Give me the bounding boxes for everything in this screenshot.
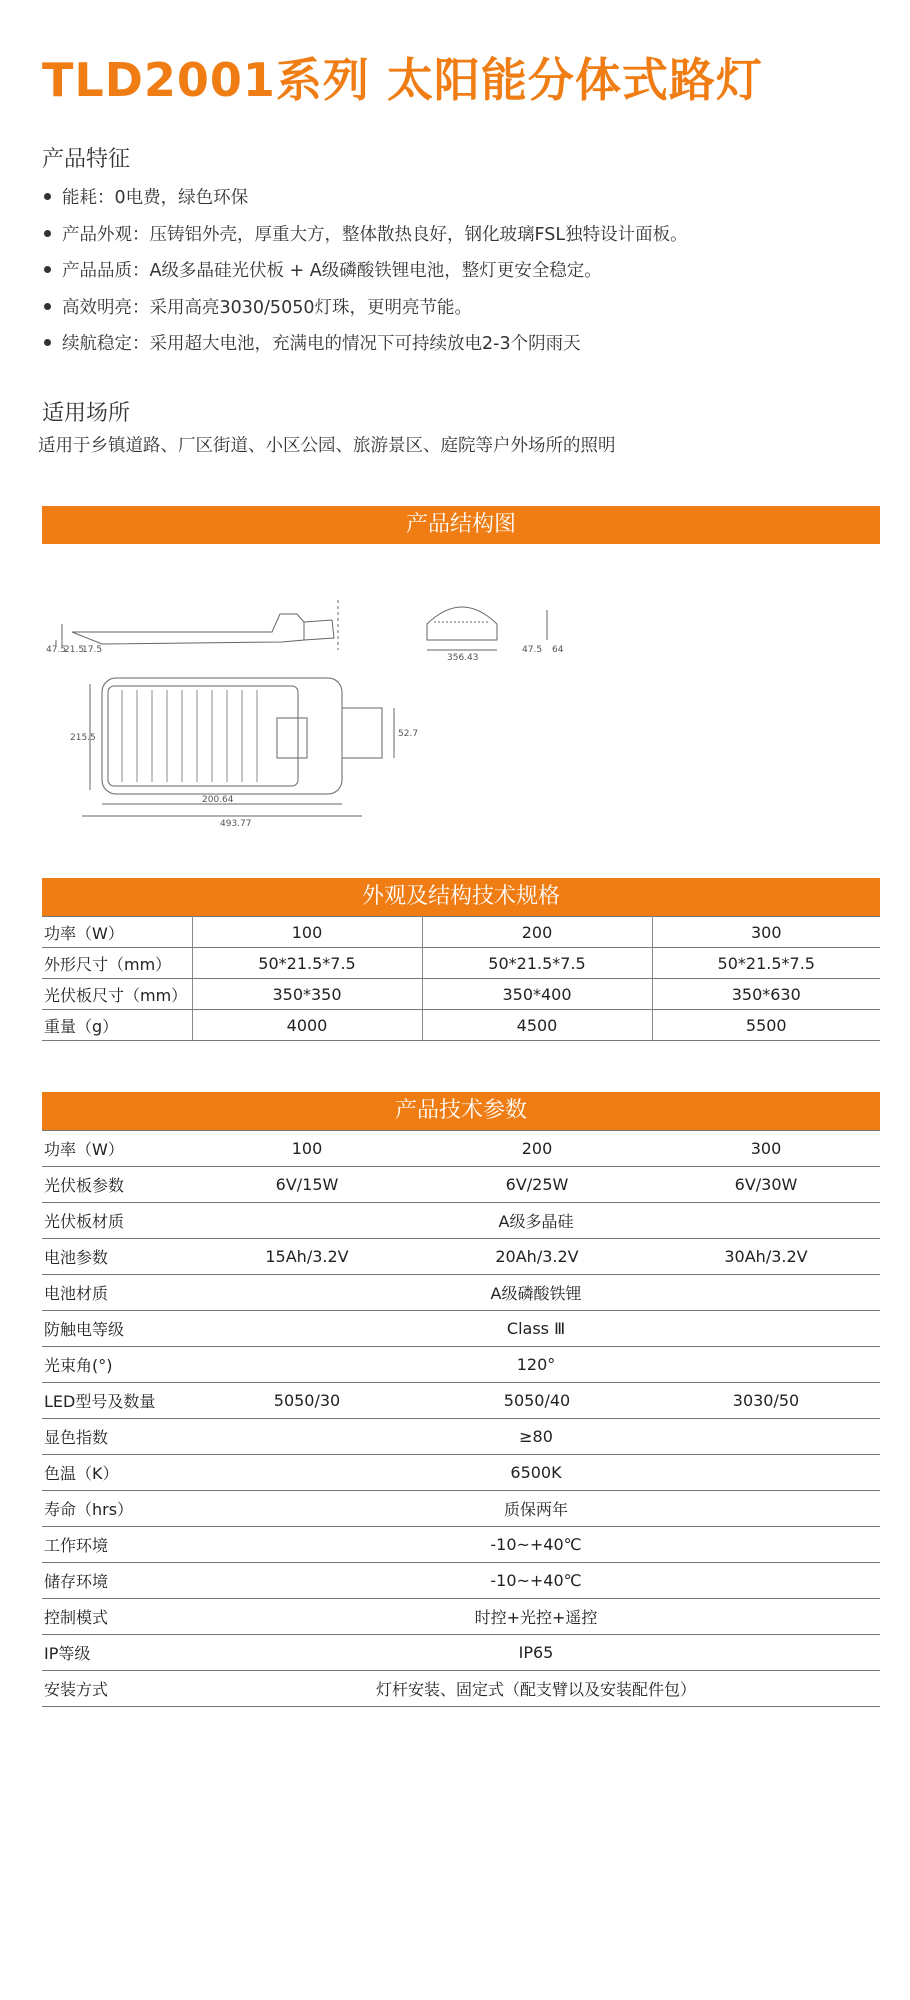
top-view-arm: [342, 708, 382, 758]
dim-label: 52.7: [398, 729, 419, 739]
row-label: 安装方式: [42, 1671, 192, 1707]
table-cell: 质保两年: [192, 1491, 880, 1527]
table-row: [42, 1010, 880, 1041]
table-cell: 100: [192, 1131, 422, 1167]
dim-label: 215.5: [70, 733, 96, 743]
spec1-table: [42, 916, 880, 1041]
table-cell: 120°: [192, 1347, 880, 1383]
dim-label: 17.5: [82, 645, 103, 655]
table-cell: 15Ah/3.2V: [192, 1239, 422, 1275]
feature-item: 能耗：0电费，绿色环保: [42, 180, 688, 217]
table-row: [42, 1275, 880, 1311]
table-cell: -10~+40℃: [192, 1527, 880, 1563]
bullet-icon: [44, 339, 51, 346]
usage-text: 适用于乡镇道路、厂区街道、小区公园、旅游景区、庭院等户外场所的照明: [38, 436, 616, 456]
dim-label: 493.77: [220, 819, 252, 829]
row-label: 光束角(°): [42, 1347, 192, 1383]
table-row: [42, 1635, 880, 1671]
page-title: TLD2001系列 太阳能分体式路灯: [42, 53, 763, 107]
table-cell: 350*350: [192, 979, 422, 1010]
dim-label: 200.64: [202, 795, 234, 805]
feature-item: 产品品质：A级多晶硅光伏板 + A级磷酸铁锂电池，整灯更安全稳定。: [42, 253, 688, 290]
bullet-icon: [44, 303, 51, 310]
table-cell: A级多晶硅: [192, 1203, 880, 1239]
spec1-bar: 外观及结构技术规格: [42, 878, 880, 916]
table-cell: 300: [652, 1131, 880, 1167]
table-cell: 50*21.5*7.5: [422, 948, 652, 979]
table-row: [42, 1239, 880, 1275]
row-label: LED型号及数量: [42, 1383, 192, 1419]
table-cell: 6V/15W: [192, 1167, 422, 1203]
table-cell: 4000: [192, 1010, 422, 1041]
row-label: 电池材质: [42, 1275, 192, 1311]
table-row: [42, 1491, 880, 1527]
table-cell: 5500: [652, 1010, 880, 1041]
table-row: [42, 1167, 880, 1203]
top-view-outline: [102, 678, 342, 794]
table-cell: 30Ah/3.2V: [652, 1239, 880, 1275]
row-label: 重量（g）: [42, 1010, 192, 1041]
bullet-icon: [44, 193, 51, 200]
row-label: 光伏板材质: [42, 1203, 192, 1239]
dim-label: 356.43: [447, 653, 479, 663]
table-cell: -10~+40℃: [192, 1563, 880, 1599]
dim-label: 64: [552, 645, 564, 655]
table-row: [42, 1131, 880, 1167]
dim-label: 21.5: [64, 645, 85, 655]
table-cell: 灯杆安装、固定式（配支臂以及安装配件包）: [192, 1671, 880, 1707]
dim-label: 47.5: [46, 645, 67, 655]
side-view-arm: [304, 620, 334, 640]
features-heading: 产品特征: [42, 147, 131, 172]
row-label: 功率（W）: [42, 917, 192, 948]
structure-diagram: [42, 580, 582, 830]
top-view-box: [277, 718, 307, 758]
row-label: 寿命（hrs）: [42, 1491, 192, 1527]
dim-label: 47.5: [522, 645, 543, 655]
row-label: 光伏板尺寸（mm）: [42, 979, 192, 1010]
table-cell: 5050/30: [192, 1383, 422, 1419]
row-label: IP等级: [42, 1635, 192, 1671]
table-row: [42, 1563, 880, 1599]
table-row: [42, 1347, 880, 1383]
table-cell: IP65: [192, 1635, 880, 1671]
table-cell: 时控+光控+遥控: [192, 1599, 880, 1635]
feature-item: 续航稳定：采用超大电池，充满电的情况下可持续放电2-3个阴雨天: [42, 326, 688, 363]
table-cell: 200: [422, 1131, 652, 1167]
spec2-bar: 产品技术参数: [42, 1092, 880, 1130]
table-row: [42, 1671, 880, 1707]
feature-item: 产品外观：压铸铝外壳，厚重大方，整体散热良好，钢化玻璃FSL独特设计面板。: [42, 217, 688, 254]
table-cell: 6V/25W: [422, 1167, 652, 1203]
row-label: 防触电等级: [42, 1311, 192, 1347]
table-row: [42, 1203, 880, 1239]
table-cell: 100: [192, 917, 422, 948]
table-cell: 4500: [422, 1010, 652, 1041]
table-row: [42, 917, 880, 948]
table-cell: 3030/50: [652, 1383, 880, 1419]
table-cell: 350*630: [652, 979, 880, 1010]
table-row: [42, 979, 880, 1010]
table-cell: 200: [422, 917, 652, 948]
row-label: 显色指数: [42, 1419, 192, 1455]
table-row: [42, 948, 880, 979]
row-label: 工作环境: [42, 1527, 192, 1563]
table-row: [42, 1599, 880, 1635]
end-view-outline: [427, 607, 497, 640]
feature-item: 高效明亮：采用高亮3030/5050灯珠，更明亮节能。: [42, 290, 688, 327]
table-row: [42, 1383, 880, 1419]
spec2-table: [42, 1130, 880, 1707]
row-label: 色温（K）: [42, 1455, 192, 1491]
table-cell: 350*400: [422, 979, 652, 1010]
row-label: 电池参数: [42, 1239, 192, 1275]
table-row: [42, 1311, 880, 1347]
table-cell: 5050/40: [422, 1383, 652, 1419]
table-cell: 6500K: [192, 1455, 880, 1491]
lamp-drawing: [42, 580, 582, 830]
table-row: [42, 1455, 880, 1491]
table-cell: 20Ah/3.2V: [422, 1239, 652, 1275]
row-label: 外形尺寸（mm）: [42, 948, 192, 979]
table-cell: 6V/30W: [652, 1167, 880, 1203]
row-label: 光伏板参数: [42, 1167, 192, 1203]
bullet-icon: [44, 230, 51, 237]
features-list: [42, 180, 688, 363]
row-label: 功率（W）: [42, 1131, 192, 1167]
side-view-outline: [72, 614, 304, 644]
table-cell: 50*21.5*7.5: [652, 948, 880, 979]
bullet-icon: [44, 266, 51, 273]
usage-heading: 适用场所: [42, 401, 131, 426]
table-cell: Class Ⅲ: [192, 1311, 880, 1347]
table-cell: A级磷酸铁锂: [192, 1275, 880, 1311]
table-row: [42, 1419, 880, 1455]
table-row: [42, 1527, 880, 1563]
row-label: 控制模式: [42, 1599, 192, 1635]
table-cell: 50*21.5*7.5: [192, 948, 422, 979]
table-cell: ≥80: [192, 1419, 880, 1455]
table-cell: 300: [652, 917, 880, 948]
structure-bar: 产品结构图: [42, 506, 880, 544]
row-label: 储存环境: [42, 1563, 192, 1599]
